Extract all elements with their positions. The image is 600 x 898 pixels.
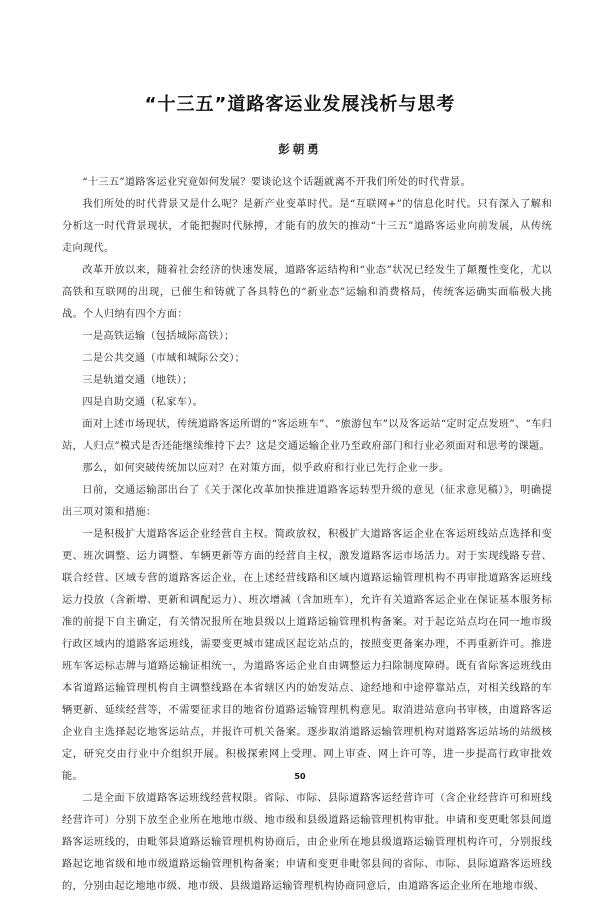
paragraph: 一是积极扩大道路客运企业经营自主权。简政放权，积极扩大道路客运企业在客运班线站点选择和变更、班次调整、运力调整、车辆更新等方面的经营自主权，激发道路客运市场活力。对于实现线路专营、联合经营、区域专营的道路客运企业，在上述经营线路和区域内道路运输管理机构不再审批道路客运班线运力投放（含新增、更新和调配运力）、班次增减（含加班车），允许有关道路客运企业在保证基本服务标准的前提下自主确定，有关情况报所在地县级以上道路运输管理机构备案。对于起讫站点均在同一地市级行政区域内的道路客运班线，需要变更城市建成区起讫站点的，按照变更备案办理，不再重新许可。推进班车客运标志牌与道路运输证相统一，为道路客运企业自由调整运力扫除制度障碍。既有省际客运班线由本省道路运输管理机构自主调整线路在本省辖区内的始发站点、途经地和中途停靠站点，对相关线路的车辆更新、延续经营等，不需要征求目的地省份道路运输管理机构意见。取消进站意向书审核，由道路客运企业自主选择起讫地客运站点，并报许可机关备案。逐步取消道路运输管理机构对道路客运站场的站级核定，研究交由行业中介组织开展。积极探索网上受理、网上审查、网上许可等，进一步提高行政审批效能。	[62, 529, 552, 782]
page-number: 50	[294, 772, 306, 781]
article-author: 彭朝勇	[278, 142, 322, 156]
list-item: 一是高铁运输（包括城际高铁）；	[82, 331, 235, 342]
paragraph: 我们所处的时代背景又是什么呢？是新产业变革时代。是“互联网+”的信息化时代。只有深入了解和分析这一时代背景现状，才能把握时代脉搏，才能有的放矢的推动“十三五”道路客运业向前发展，从传统走向现代。	[62, 199, 552, 254]
paragraph: 改革开放以来，随着社会经济的快速发展，道路客运结构和“业态”状况已经发生了颠覆性变化，尤以高铁和互联网的出现，已催生和铸就了各具特色的“新业态”运输和消费格局，传统客运确实面临极大挑战。个人归纳有四个方面：	[62, 265, 552, 320]
paragraph: 日前，交通运输部出台了《关于深化改革加快推进道路客运转型升级的意见（征求意见稿）》，明确提出三项对策和措施：	[62, 485, 552, 518]
paragraph: 面对上述市场现状，传统道路客运所谓的“客运班车”、“旅游包车”以及客运站“定时定点发班”、“车归站，人归点”模式是否还能继续维持下去？这是交通运输企业乃至政府部门和行业必须面对和思考的课题。	[62, 419, 552, 452]
paragraph: 二是全面下放道路客运班线经营权限。省际、市际、县际道路客运经营许可（含企业经营许可和班线经营许可）分别下放至企业所在地地市级、地市级和县级道路运输管理机构审批。申请和变更毗邻县间道路客运班线的，由毗邻县道路运输管理机构协商后，由企业所在地县级道路运输管理机构许可，分别报线路起讫地省级和地市级道路运输管理机构备案；申请和变更非毗邻县间的省际、市际、县际道路客运班线的，分别由起讫地地市级、地市级、县级道路运输管理机构协商同意后，由道路客运企业所在地地市级、	[62, 793, 552, 892]
article-title: “十三五”道路客运业发展浅析与思考	[144, 94, 456, 115]
paragraph: 那么，如何突破传统加以应对？在对策方面，似乎政府和行业已先行企业一步。	[82, 463, 450, 474]
list-item: 四是自助交通（私家车）。	[82, 397, 204, 408]
list-item: 二是公共交通（市域和城际公交）；	[82, 353, 246, 364]
paragraph: “十三五”道路客运业究竟如何发展？要谈论这个话题就离不开我们所处的时代背景。	[82, 177, 471, 188]
list-item: 三是轨道交通（地铁）；	[82, 375, 193, 386]
article-body	[62, 172, 552, 898]
